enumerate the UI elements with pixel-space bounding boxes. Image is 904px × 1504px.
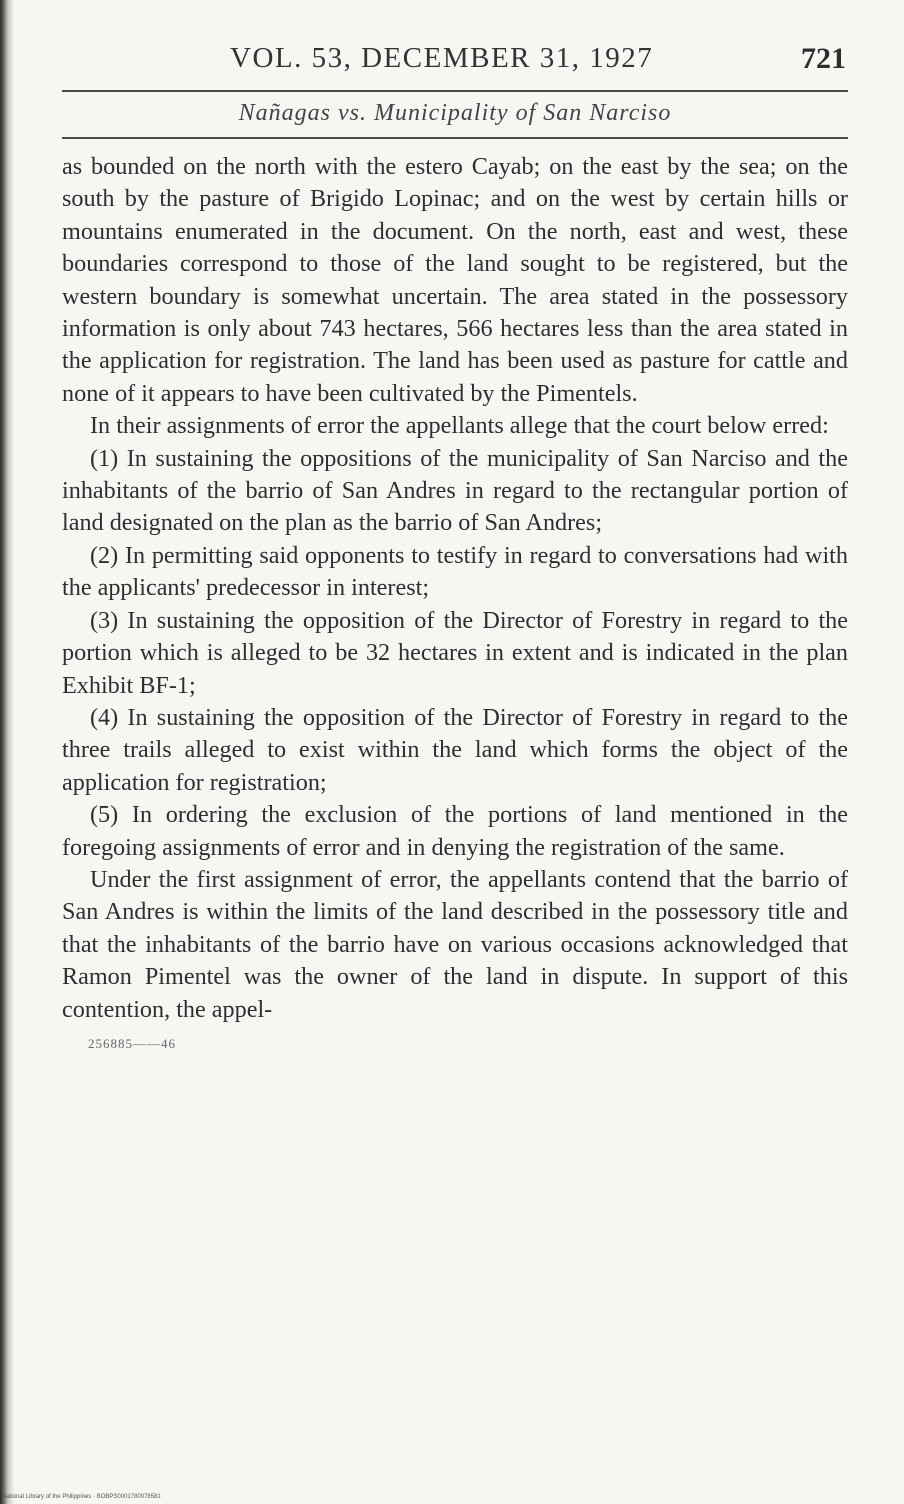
paragraph-first-assignment: Under the first assignment of error, the appellants contend that the barrio of San Andres is within the limits of the land described in the possessory title and that the inhabitants of the barrio have on various occasions acknowledged that Ramon Pimentel was the owner of the land in dispute. In support of this contention, the appel-	[62, 865, 848, 1023]
running-title-rule	[62, 137, 848, 139]
paragraph-error-3: (3) In sustaining the opposition of the Director of Forestry in regard to the portion which is alleged to be 32 hectares in extent and is indicated in the plan Exhibit BF-1;	[62, 606, 848, 699]
print-code: 256885——46	[88, 1035, 176, 1051]
paragraph-boundaries: as bounded on the north with the estero Cayab; on the east by the sea; on the south by the pasture of Brigido Lopinac; and on the west by certain hills or mountains enumerated in the document. On the north, east and west, these boundaries correspond to those of the land sought to be registered, but the western boundary is somewhat uncertain. The area stated in the possessory information is only about 743 hectares, 566 hectares less than the area stated in the application for registration. The land has been used as pasture for cattle and none of it appears to have been cultivated by the Pimentels.	[62, 153, 848, 407]
paragraph-assignments-intro: In their assignments of error the appellants allege that the court below erred:	[90, 412, 829, 440]
header-rule	[62, 90, 848, 92]
paragraph-error-2: (2) In permitting said opponents to testify in regard to conversations had with the applicants' predecessor in interest;	[62, 541, 848, 602]
paragraph-error-5: (5) In ordering the exclusion of the portions of land mentioned in the foregoing assignments of error and in denying the registration of the same.	[62, 801, 848, 861]
body-text	[62, 151, 848, 1026]
page-number: 721	[801, 42, 846, 75]
paragraph-error-1: (1) In sustaining the oppositions of the municipality of San Narciso and the inhabitants of the barrio of San Andres in regard to the rectangular portion of land designated on the plan as the barrio of San Andres;	[62, 444, 848, 537]
book-page	[62, 38, 848, 1051]
scan-watermark: National Library of the Philippines · BOBPS0001780078581	[2, 1494, 161, 1500]
volume-line: VOL. 53, DECEMBER 31, 1927	[230, 42, 654, 74]
book-spine-shadow	[0, 0, 14, 1504]
paragraph-error-4: (4) In sustaining the opposition of the Director of Forestry in regard to the three trails alleged to exist within the land which forms the object of the application for registration;	[62, 703, 848, 796]
page-header	[62, 38, 848, 82]
running-title: Nañagas vs. Municipality of San Narciso	[238, 100, 672, 126]
